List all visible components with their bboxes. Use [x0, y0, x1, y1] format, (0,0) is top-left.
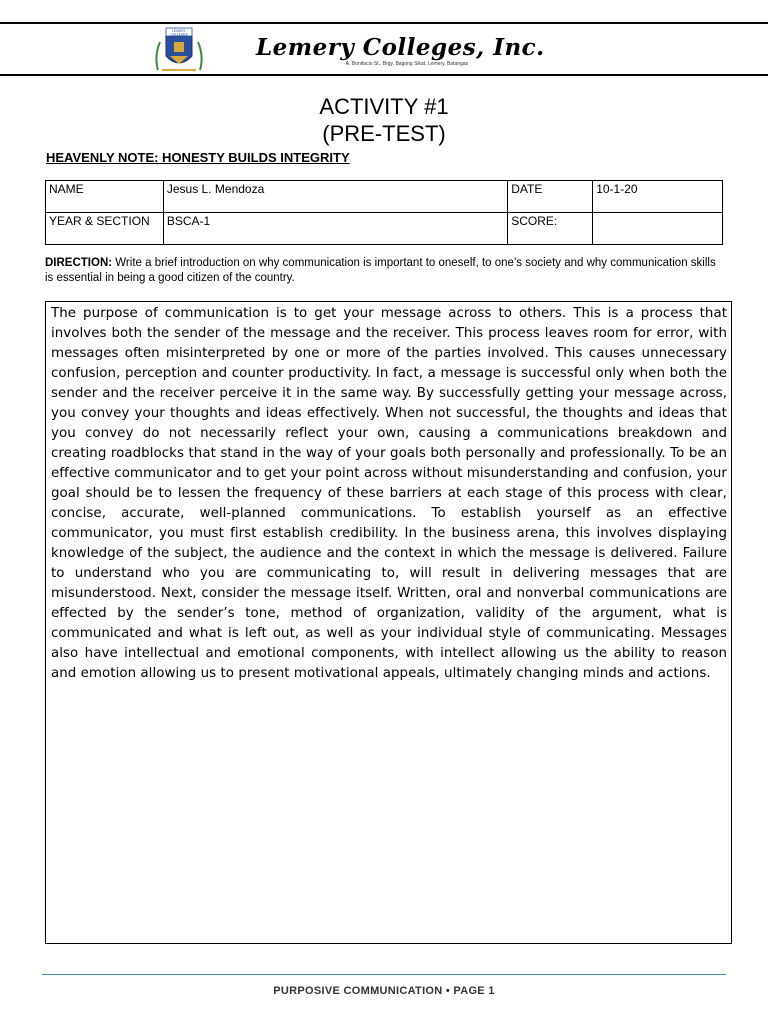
date-value[interactable]: 10-1-20: [593, 181, 723, 213]
answer-text: The purpose of communication is to get your message across to others. This is a process that involves both the sender of the message and the receiver. This process leaves room for error, with messages often misinterpreted by one or more of the parties involved. This causes unnecessary confusion, perception and counter productivity. In fact, a message is successful only when both the sender and the receiver perceive it in the same way. By successfully getting your message across, you convey your thoughts and ideas effectively. When not successful, the thoughts and ideas that you convey do not necessarily reflect your own, causing a communications breakdown and creating roadblocks that stand in the way of your goals both personally and professionally. To be an effective communicator and to get your point across without misunderstanding and confusion, your goal should be to lessen the frequency of these barriers at each stage of this process with clear, concise, accurate, well-planned communications. To establish yourself as an effective communicator, you must first establish credibility. In the business arena, this involves displaying knowledge of the subject, the audience and the context in which the message is delivered. Failure to understand who you are communicating to, will result in delivering messages that are misunderstood. Next, consider the message itself. Written, oral and nonverbal communications are effected by the sender’s tone, method of organization, validity of the argument, what is communicated and what is left out, as well as your individual style of communicating. Messages also have intellectual and emotional components, with intellect allowing us the ability to reason and emotion allowing us to present motivational appeals, ultimately changing minds and actions.: [51, 306, 727, 681]
year-section-value[interactable]: BSCA-1: [163, 213, 507, 245]
score-value[interactable]: [593, 213, 723, 245]
footer-rule: [42, 974, 726, 975]
school-name: Lemery Colleges, Inc.: [256, 34, 545, 61]
direction-label: DIRECTION:: [45, 257, 113, 269]
school-address: A. Bonifacio St., Brgy. Bagong Sikat, Lemery, Batangas: [345, 61, 469, 67]
student-info-table: [45, 180, 723, 245]
answer-box[interactable]: [45, 301, 732, 944]
page-footer: PURPOSIVE COMMUNICATION • PAGE 1: [273, 985, 495, 997]
year-section-label: YEAR & SECTION: [46, 213, 164, 245]
svg-text:LEMERY: LEMERY: [172, 29, 186, 33]
name-value[interactable]: Jesus L. Mendoza: [163, 181, 507, 213]
heavenly-note: HEAVENLY NOTE: HONESTY BUILDS INTEGRITY: [46, 150, 350, 165]
table-row: [46, 181, 723, 213]
direction-text: Write a brief introduction on why communication is important to oneself, to one’s society and why communication skills is essential in being a good citizen of the country.: [45, 257, 716, 284]
header-top-rule: [0, 22, 768, 24]
activity-subtitle: (PRE-TEST): [322, 121, 446, 146]
direction-instructions: [45, 256, 727, 286]
header-bottom-rule: [0, 74, 768, 76]
table-row: [46, 213, 723, 245]
name-label: NAME: [46, 181, 164, 213]
activity-title: ACTIVITY #1: [319, 94, 449, 119]
date-label: DATE: [508, 181, 593, 213]
school-logo: [152, 26, 206, 74]
svg-text:COLLEGES: COLLEGES: [170, 32, 188, 37]
score-label: SCORE:: [508, 213, 593, 245]
